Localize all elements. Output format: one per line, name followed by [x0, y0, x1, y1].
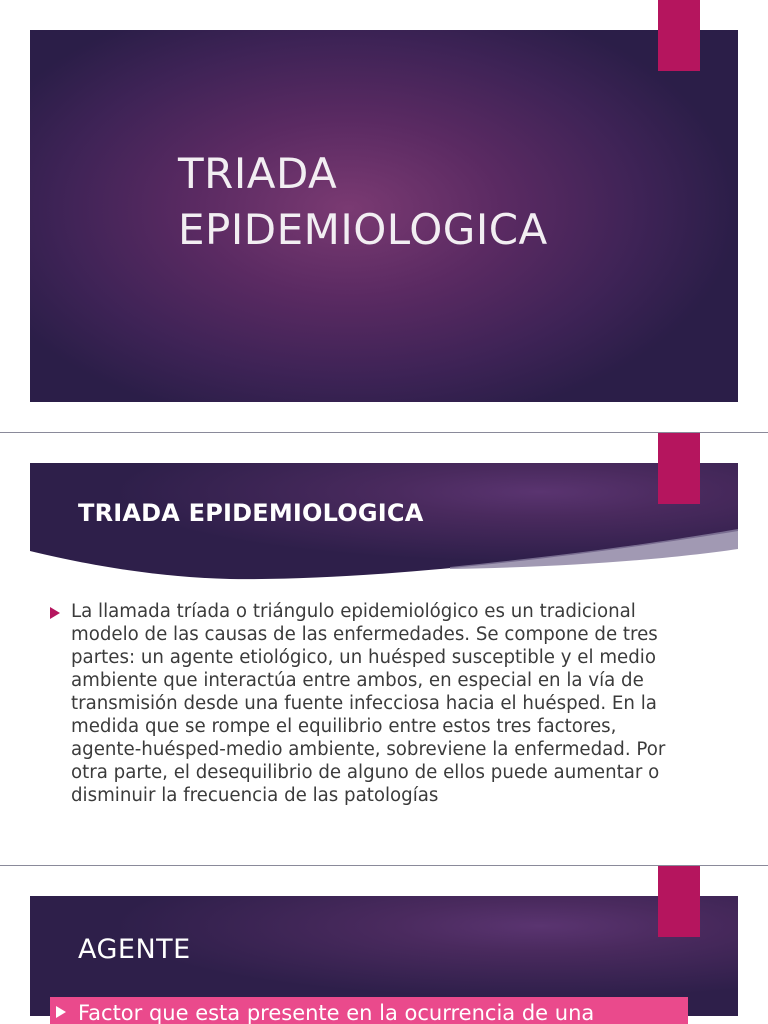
accent-tab: [658, 0, 700, 71]
slide-agente: [0, 866, 768, 1024]
slide-heading: TRIADA EPIDEMIOLOGICA: [78, 499, 424, 527]
slide-title: [0, 0, 768, 432]
title-line-1: TRIADA: [178, 149, 338, 198]
slide-heading: AGENTE: [78, 934, 191, 965]
title-line-2: EPIDEMIOLOGICA: [178, 205, 548, 254]
accent-tab: [658, 866, 700, 937]
bullet-text: Factor que esta presente en la ocurrencia de una: [78, 1001, 595, 1024]
accent-tab: [658, 433, 700, 504]
bullet-paragraph: La llamada tríada o triángulo epidemiológico es un tradicional modelo de las causas de las enfermedades. Se compone de tres partes: un agente etiológico, un huésped susceptible y el medio ambiente que interactúa entre ambos, en especial en la vía de transmisión desde una fuente infecciosa hacia el huésped. En la medida que se rompe el equilibrio entre estos tres factores, agente-huésped-medio ambiente, sobreviene la enfermedad. Por otra parte, el desequilibrio de alguno de ellos puede aumentar o disminuir la frecuencia de las patologías: [71, 601, 666, 806]
slide-triada: [0, 433, 768, 865]
bullet-arrow-icon: [56, 1006, 66, 1018]
slide-title-text: [178, 146, 698, 258]
bullet-arrow-icon: [50, 607, 60, 619]
